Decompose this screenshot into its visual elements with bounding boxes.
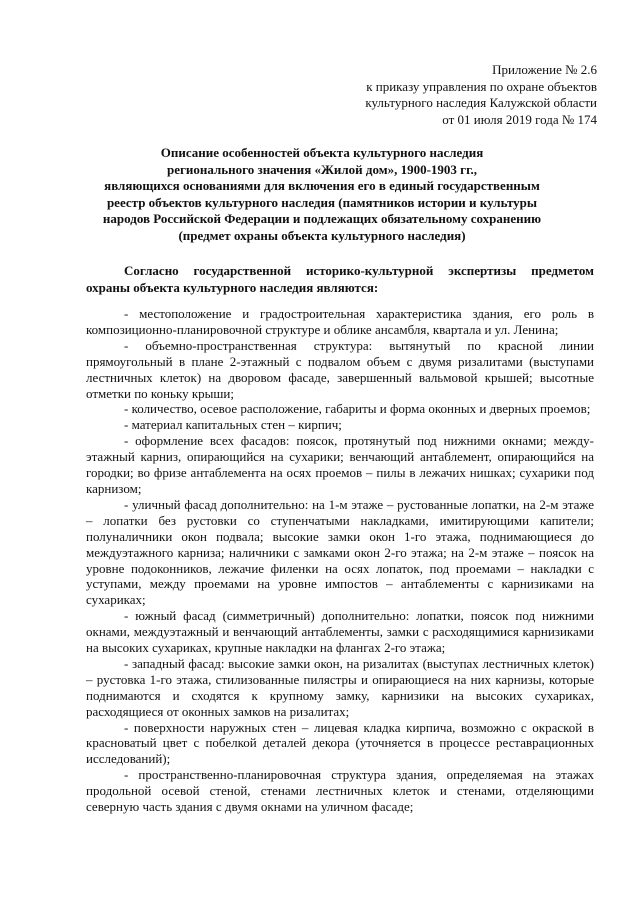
title-line: народов Российской Федерации и подлежащих обязательному сохранению: [102, 211, 542, 226]
list-item: - уличный фасад дополнительно: на 1-м этаже – рустованные лопатки, на 2-м этаже – лопатки без рустовки со ступенчатыми накладками, имитирующими капители; полуналичники окон подвала; высокие замки окон 1-го этажа, поднимающиеся до междуэтажного карниза; наличники с замками окон 2-го этажа; на 2-м этаже – поясок на уровне подоконников, лежачие филенки на осях лопаток, под проемами – накладки с уступами, между проемами на уровне импостов – антаблементы с карнизиками на сухариках;: [86, 496, 594, 608]
title-line: являющихся основаниями для включения его в единый государственным: [104, 178, 540, 193]
list-item: - местоположение и градостроительная характеристика здания, его роль в композиционно-планировочной структуре и облике ансамбля, квартала и ул. Ленина;: [86, 306, 594, 337]
list-item: - объемно-пространственная структура: вытянутый по красной линии прямоугольный в плане 2-этажный с подвалом объем с двумя ризалитами (выступами лестничных клеток) на дворовом фасаде, завершенный вальмовой крышей; высотные отметки по коньку крыши;: [86, 337, 594, 401]
title-line: (предмет охраны объекта культурного наследия): [178, 227, 466, 243]
appendix-order-line: к приказу управления по охране объектов: [366, 78, 597, 94]
protection-items-list: [86, 306, 594, 815]
list-item: - пространственно-планировочная структура здания, определяемая на этажах продольной осевой стеной, стенами лестничных клеток и стенами, отделяющими северную часть здания с двумя окнами на уличном фасаде;: [86, 767, 594, 815]
title-line: регионального значения «Жилой дом», 1900-1903 гг.,: [166, 161, 478, 177]
list-item: - материал капитальных стен – кирпич;: [124, 417, 342, 433]
list-item: - поверхности наружных стен – лицевая кладка кирпича, возможно с окраской в красноватый цвет с побелкой деталей декора (уточняется в процессе реставрационных исследований);: [86, 719, 594, 767]
list-item: - оформление всех фасадов: поясок, протянутый под нижними окнами; между-этажный карниз, опирающийся на сухарики; венчающий антаблемент, опирающийся на городки; во фризе антаблемента на осях проемов – пилы в лежачих нишках; сухарики под карнизом;: [86, 433, 594, 496]
list-item: - южный фасад (симметричный) дополнительно: лопатки, поясок под нижними окнами, междуэтажный и венчающий антаблементы, замки с расходящимися карнизиками на высоких сухариках, крупные накладки на флангах 2-го этажа;: [86, 608, 594, 656]
list-item: - количество, осевое расположение, габариты и форма оконных и дверных проемов;: [124, 401, 591, 417]
appendix-date-line: от 01 июля 2019 года № 174: [442, 111, 597, 127]
list-item: - западный фасад: высокие замки окон, на ризалитах (выступах лестничных клеток) – рустовка 1-го этажа, стилизованные пилястры и опирающиеся на них карнизы, которые поднимаются и сходятся к крупному замку, карнизики на высоких сухариках, расходящиеся от оконных замков на ризалитах;: [86, 655, 594, 719]
title-line: реестр объектов культурного наследия (памятников истории и культуры: [106, 194, 538, 210]
appendix-authority-line: культурного наследия Калужской области: [365, 95, 597, 111]
appendix-reference: [297, 62, 597, 128]
document-title: [80, 145, 564, 244]
title-line: Описание особенностей объекта культурного наследия: [160, 145, 484, 160]
lead-paragraph: Согласно государственной историко-культурной экспертизы предметом охраны объекта культурного наследия являются:: [86, 263, 594, 295]
appendix-number: Приложение № 2.6: [492, 62, 597, 77]
